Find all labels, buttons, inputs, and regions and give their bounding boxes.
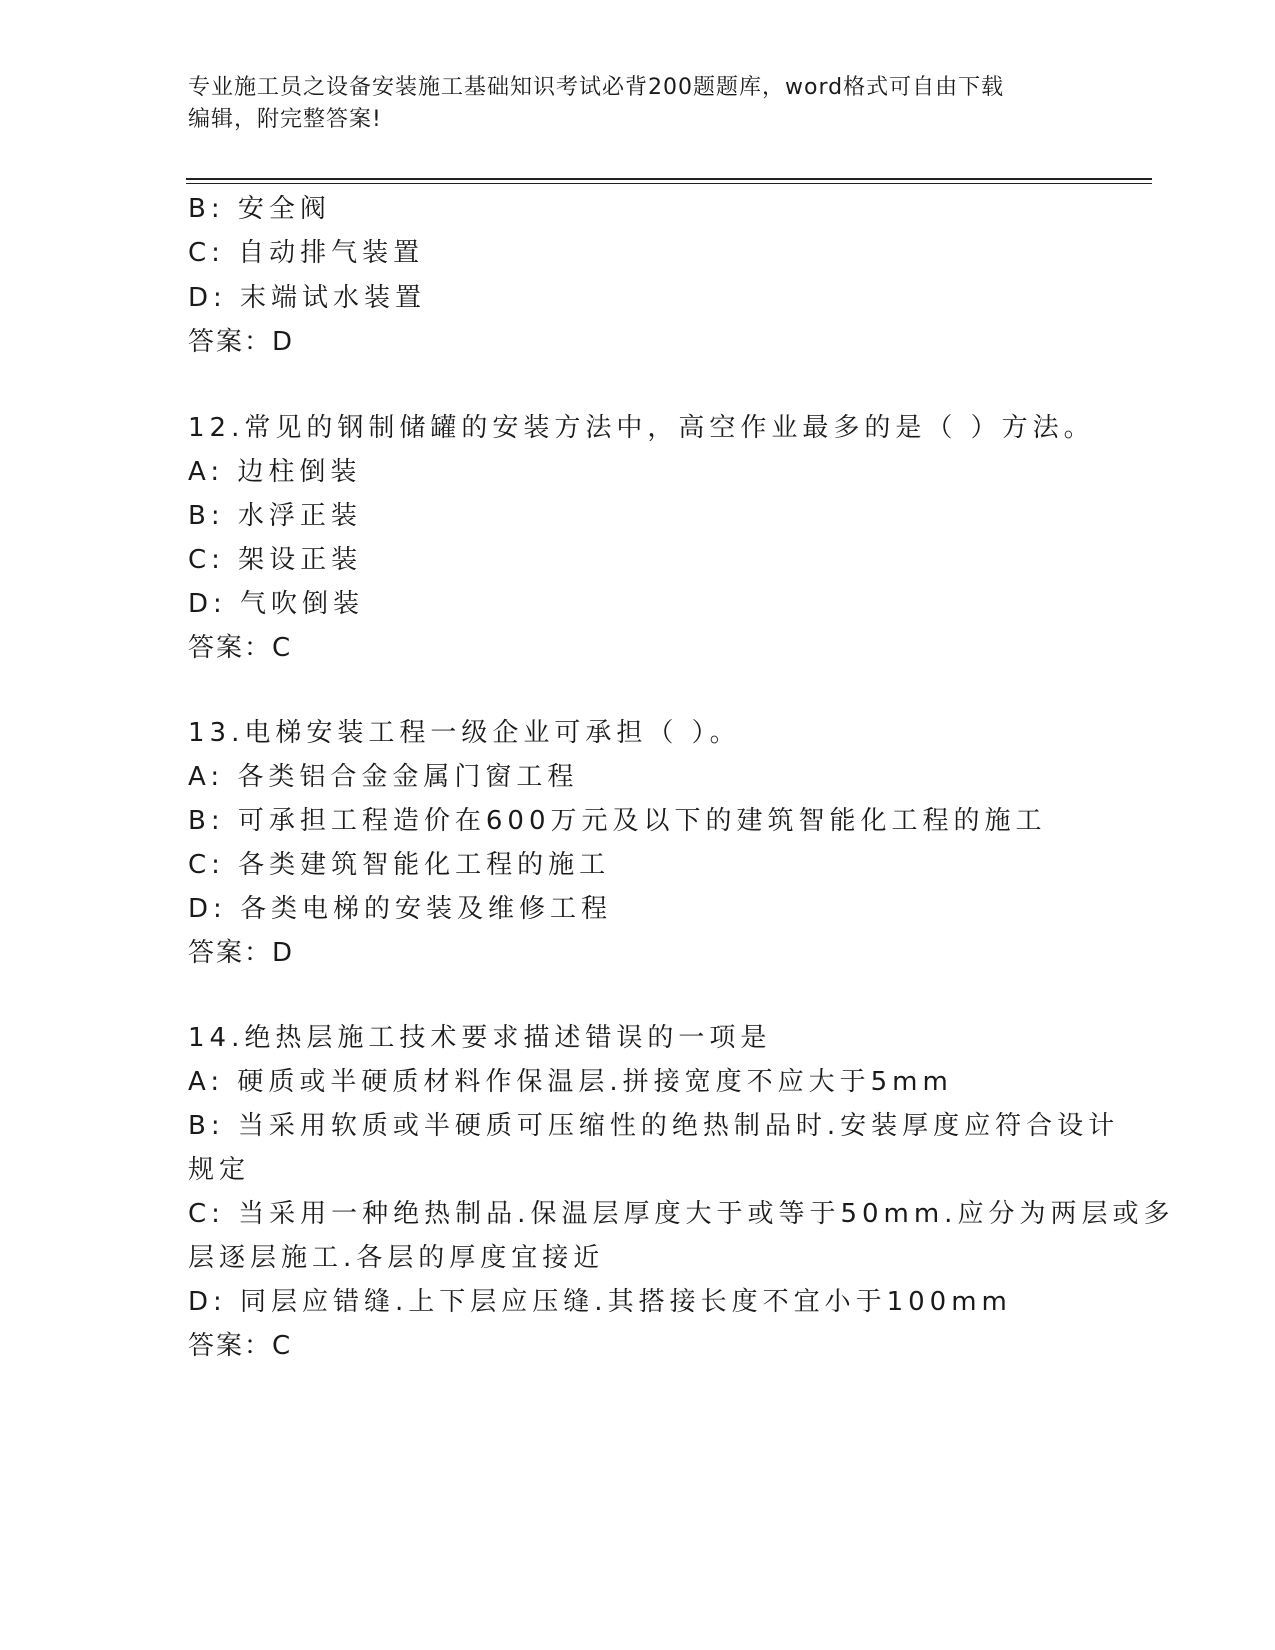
q12-answer: 答案：C <box>188 633 293 663</box>
header-divider-thin <box>186 183 1152 184</box>
q13-option-c: C: 各类建筑智能化工程的施工 <box>188 850 611 880</box>
header-title-line-1: 专业施工员之设备安装施工基础知识考试必背200题题库，word格式可自由下载 <box>188 75 1005 100</box>
q13-option-a: A: 各类铝合金金属门窗工程 <box>188 762 579 792</box>
q14-question: 14.绝热层施工技术要求描述错误的一项是 <box>188 1023 772 1053</box>
header-title-line-2: 编辑，附完整答案! <box>188 107 382 132</box>
q12-option-d: D: 气吹倒装 <box>188 589 365 619</box>
q12-option-b: B: 水浮正装 <box>188 501 362 531</box>
q14-option-c-line-2: 层逐层施工.各层的厚度宜接近 <box>188 1243 605 1273</box>
q13-option-b: B: 可承担工程造价在600万元及以下的建筑智能化工程的施工 <box>188 806 1047 836</box>
document-header <box>188 72 1088 136</box>
q14-option-c-line-1: C: 当采用一种绝热制品.保温层厚度大于或等于50mm.应分为两层或多 <box>188 1199 1175 1229</box>
q11-option-d: D: 末端试水装置 <box>188 283 427 313</box>
q13-question: 13.电梯安装工程一级企业可承担（ ）。 <box>188 718 741 748</box>
q11-option-c: C: 自动排气装置 <box>188 238 425 268</box>
q14-answer: 答案：C <box>188 1331 293 1361</box>
q11-answer: 答案：D <box>188 327 295 357</box>
q12-option-a: A: 边柱倒装 <box>188 457 362 487</box>
q14-option-d: D: 同层应错缝.上下层应压缝.其搭接长度不宜小于100mm <box>188 1287 1012 1317</box>
header-divider <box>186 178 1152 180</box>
q13-option-d: D: 各类电梯的安装及维修工程 <box>188 894 613 924</box>
q11-option-b: B: 安全阀 <box>188 194 331 224</box>
q14-option-a: A: 硬质或半硬质材料作保温层.拼接宽度不应大于5mm <box>188 1067 953 1097</box>
q12-question: 12.常见的钢制储罐的安装方法中，高空作业最多的是（ ）方法。 <box>188 413 1095 443</box>
q14-option-b-line-2: 规定 <box>188 1155 251 1185</box>
q13-answer: 答案：D <box>188 938 295 968</box>
q14-option-b-line-1: B: 当采用软质或半硬质可压缩性的绝热制品时.安装厚度应符合设计 <box>188 1111 1120 1141</box>
q12-option-c: C: 架设正装 <box>188 545 363 575</box>
